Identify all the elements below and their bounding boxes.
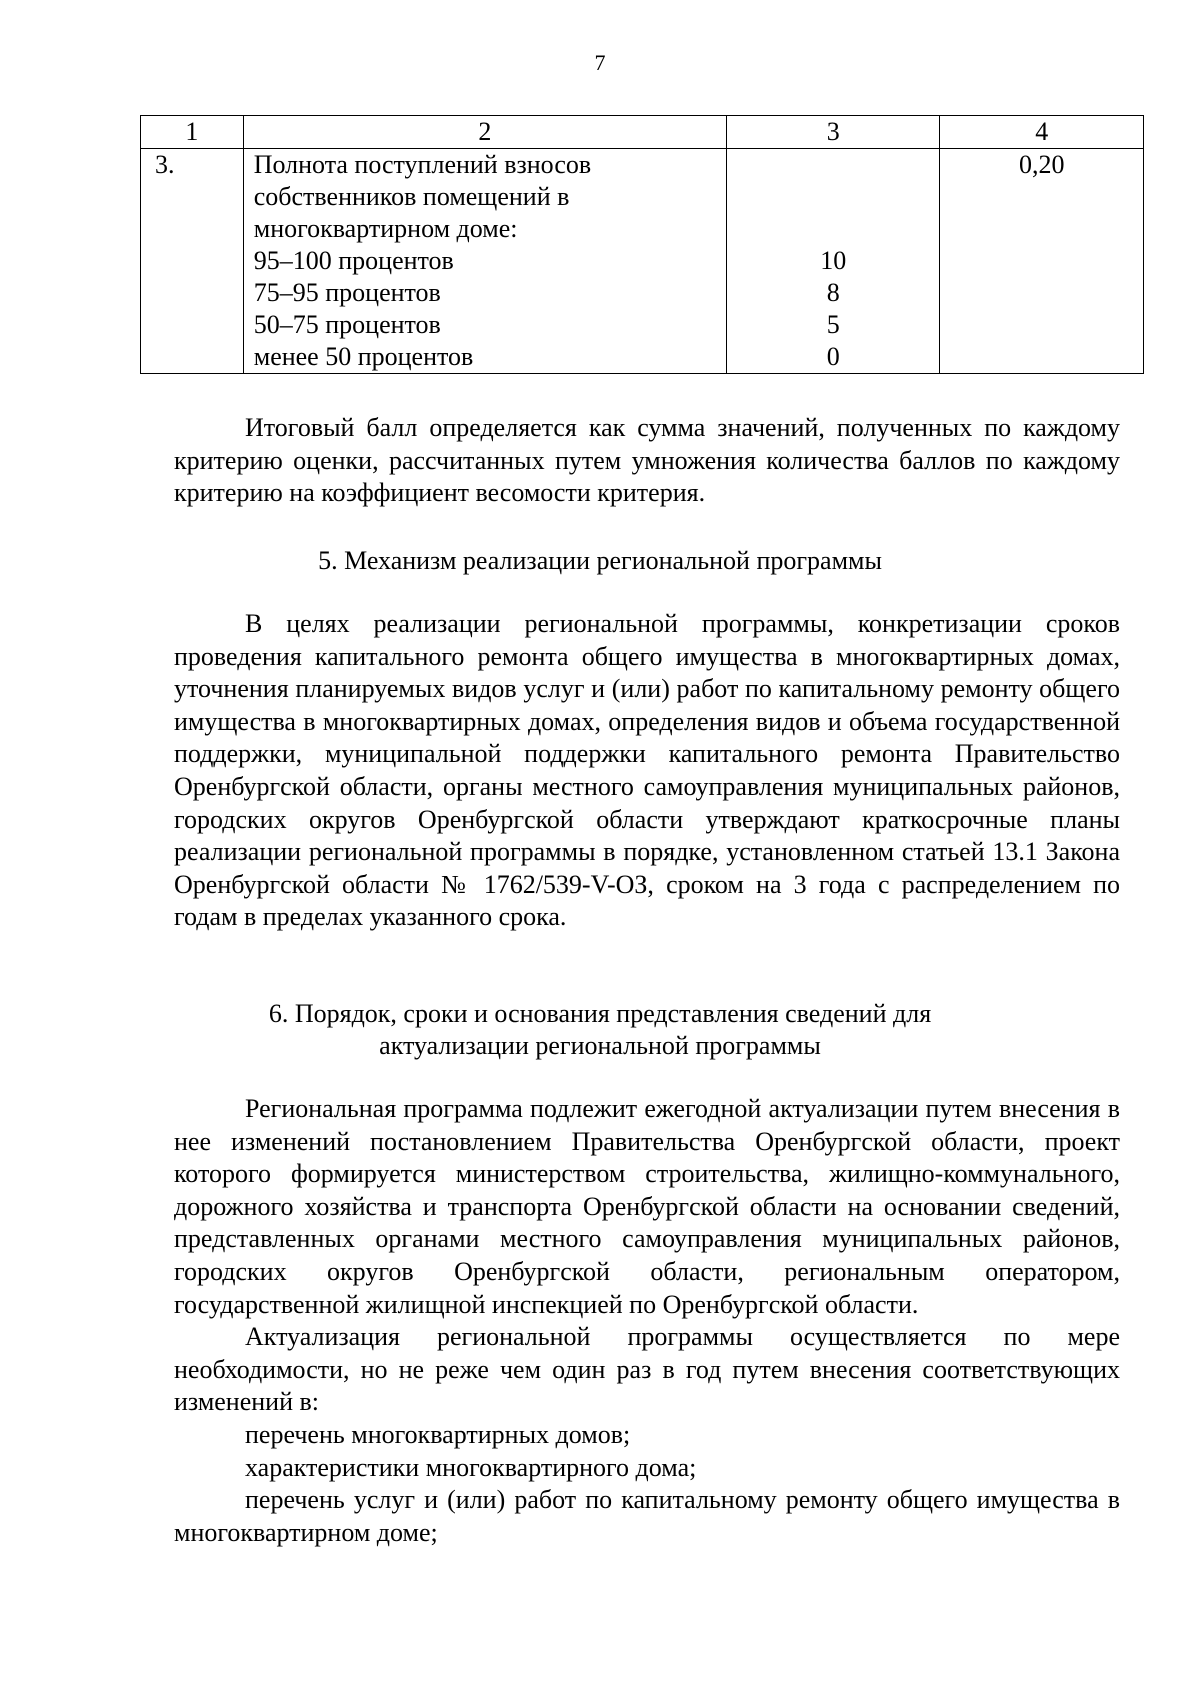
table-row: [141, 149, 1144, 374]
criterion-line: многоквартирном доме:: [253, 214, 518, 243]
option-label: 50–75 процентов: [253, 310, 441, 339]
header-cell-1: 1: [141, 116, 244, 149]
list-item: характеристики многоквартирного дома;: [245, 1452, 697, 1482]
paragraph: Актуализация региональной программы осуществляется по мере необходимости, но не реже чем один раз в год путем внесения соответствующих изменений в:: [174, 1322, 1120, 1417]
paragraph: Итоговый балл определяется как сумма значений, полученных по каждому критерию оценки, рассчитанных путем умножения количества баллов по каждому критерию на коэффициент весомости критерия.: [174, 413, 1120, 508]
option-score: 10: [820, 246, 847, 275]
row-number: 3.: [141, 149, 244, 374]
option-label: 95–100 процентов: [253, 246, 454, 275]
option-label: 75–95 процентов: [253, 278, 441, 307]
option-label: менее 50 процентов: [253, 342, 474, 371]
option-score: 0: [826, 342, 840, 371]
option-score: 5: [826, 310, 840, 339]
section-5-title: 5. Механизм реализации региональной программы: [318, 546, 882, 575]
header-cell-4: 4: [940, 116, 1144, 149]
weight-cell: [940, 149, 1144, 374]
paragraph: Региональная программа подлежит ежегодной актуализации путем внесения в нее изменений постановлением Правительства Оренбургской области, проект которого формируется министерством строительства, жилищно-коммунального, дорожного хозяйства и транспорта Оренбургской области на основании сведений, представленных органами местного самоуправления муниципальных районов, городских округов Оренбургской области, региональным оператором, государственной жилищной инспекцией по Оренбургской области.: [174, 1094, 1120, 1319]
criterion-line: Полнота поступлений взносов: [253, 150, 592, 179]
section-6-title-line-1: 6. Порядок, сроки и основания представления сведений для: [268, 999, 932, 1028]
section-6-title-line-2: актуализации региональной программы: [379, 1031, 821, 1060]
section-6-text: [174, 1093, 1120, 1549]
criteria-table: [140, 115, 1144, 374]
criterion-line: собственников помещений в: [253, 182, 570, 211]
list-item: перечень услуг и (или) работ по капитальному ремонту общего имущества в многоквартирном доме;: [174, 1485, 1120, 1547]
paragraph: В целях реализации региональной программы, конкретизации сроков проведения капитального ремонта общего имущества в многоквартирных домах, уточнения планируемых видов услуг и (или) работ по капитальному ремонту общего имущества в многоквартирных домах, определения видов и объема государственной поддержки, муниципальной поддержки капитального ремонта Правительство Оренбургской области, органы местного самоуправления муниципальных районов, городских округов Оренбургской области утверждают краткосрочные планы реализации региональной программы в порядке, установленном статьей 13.1 Закона Оренбургской области № 1762/539-V-ОЗ, сроком на 3 года с распределением по годам в пределах указанного срока.: [174, 609, 1120, 932]
criterion-cell: [243, 149, 726, 374]
total-score-text: [174, 412, 1120, 510]
score-cell: [727, 149, 940, 374]
header-cell-2: 2: [243, 116, 726, 149]
list-item: перечень многоквартирных домов;: [245, 1419, 631, 1449]
page-number: 7: [594, 50, 606, 75]
weight-value: 0,20: [1018, 150, 1065, 179]
header-cell-3: 3: [727, 116, 940, 149]
option-score: 8: [826, 278, 840, 307]
table-header-row: [141, 116, 1144, 149]
section-5-text: [174, 608, 1120, 934]
